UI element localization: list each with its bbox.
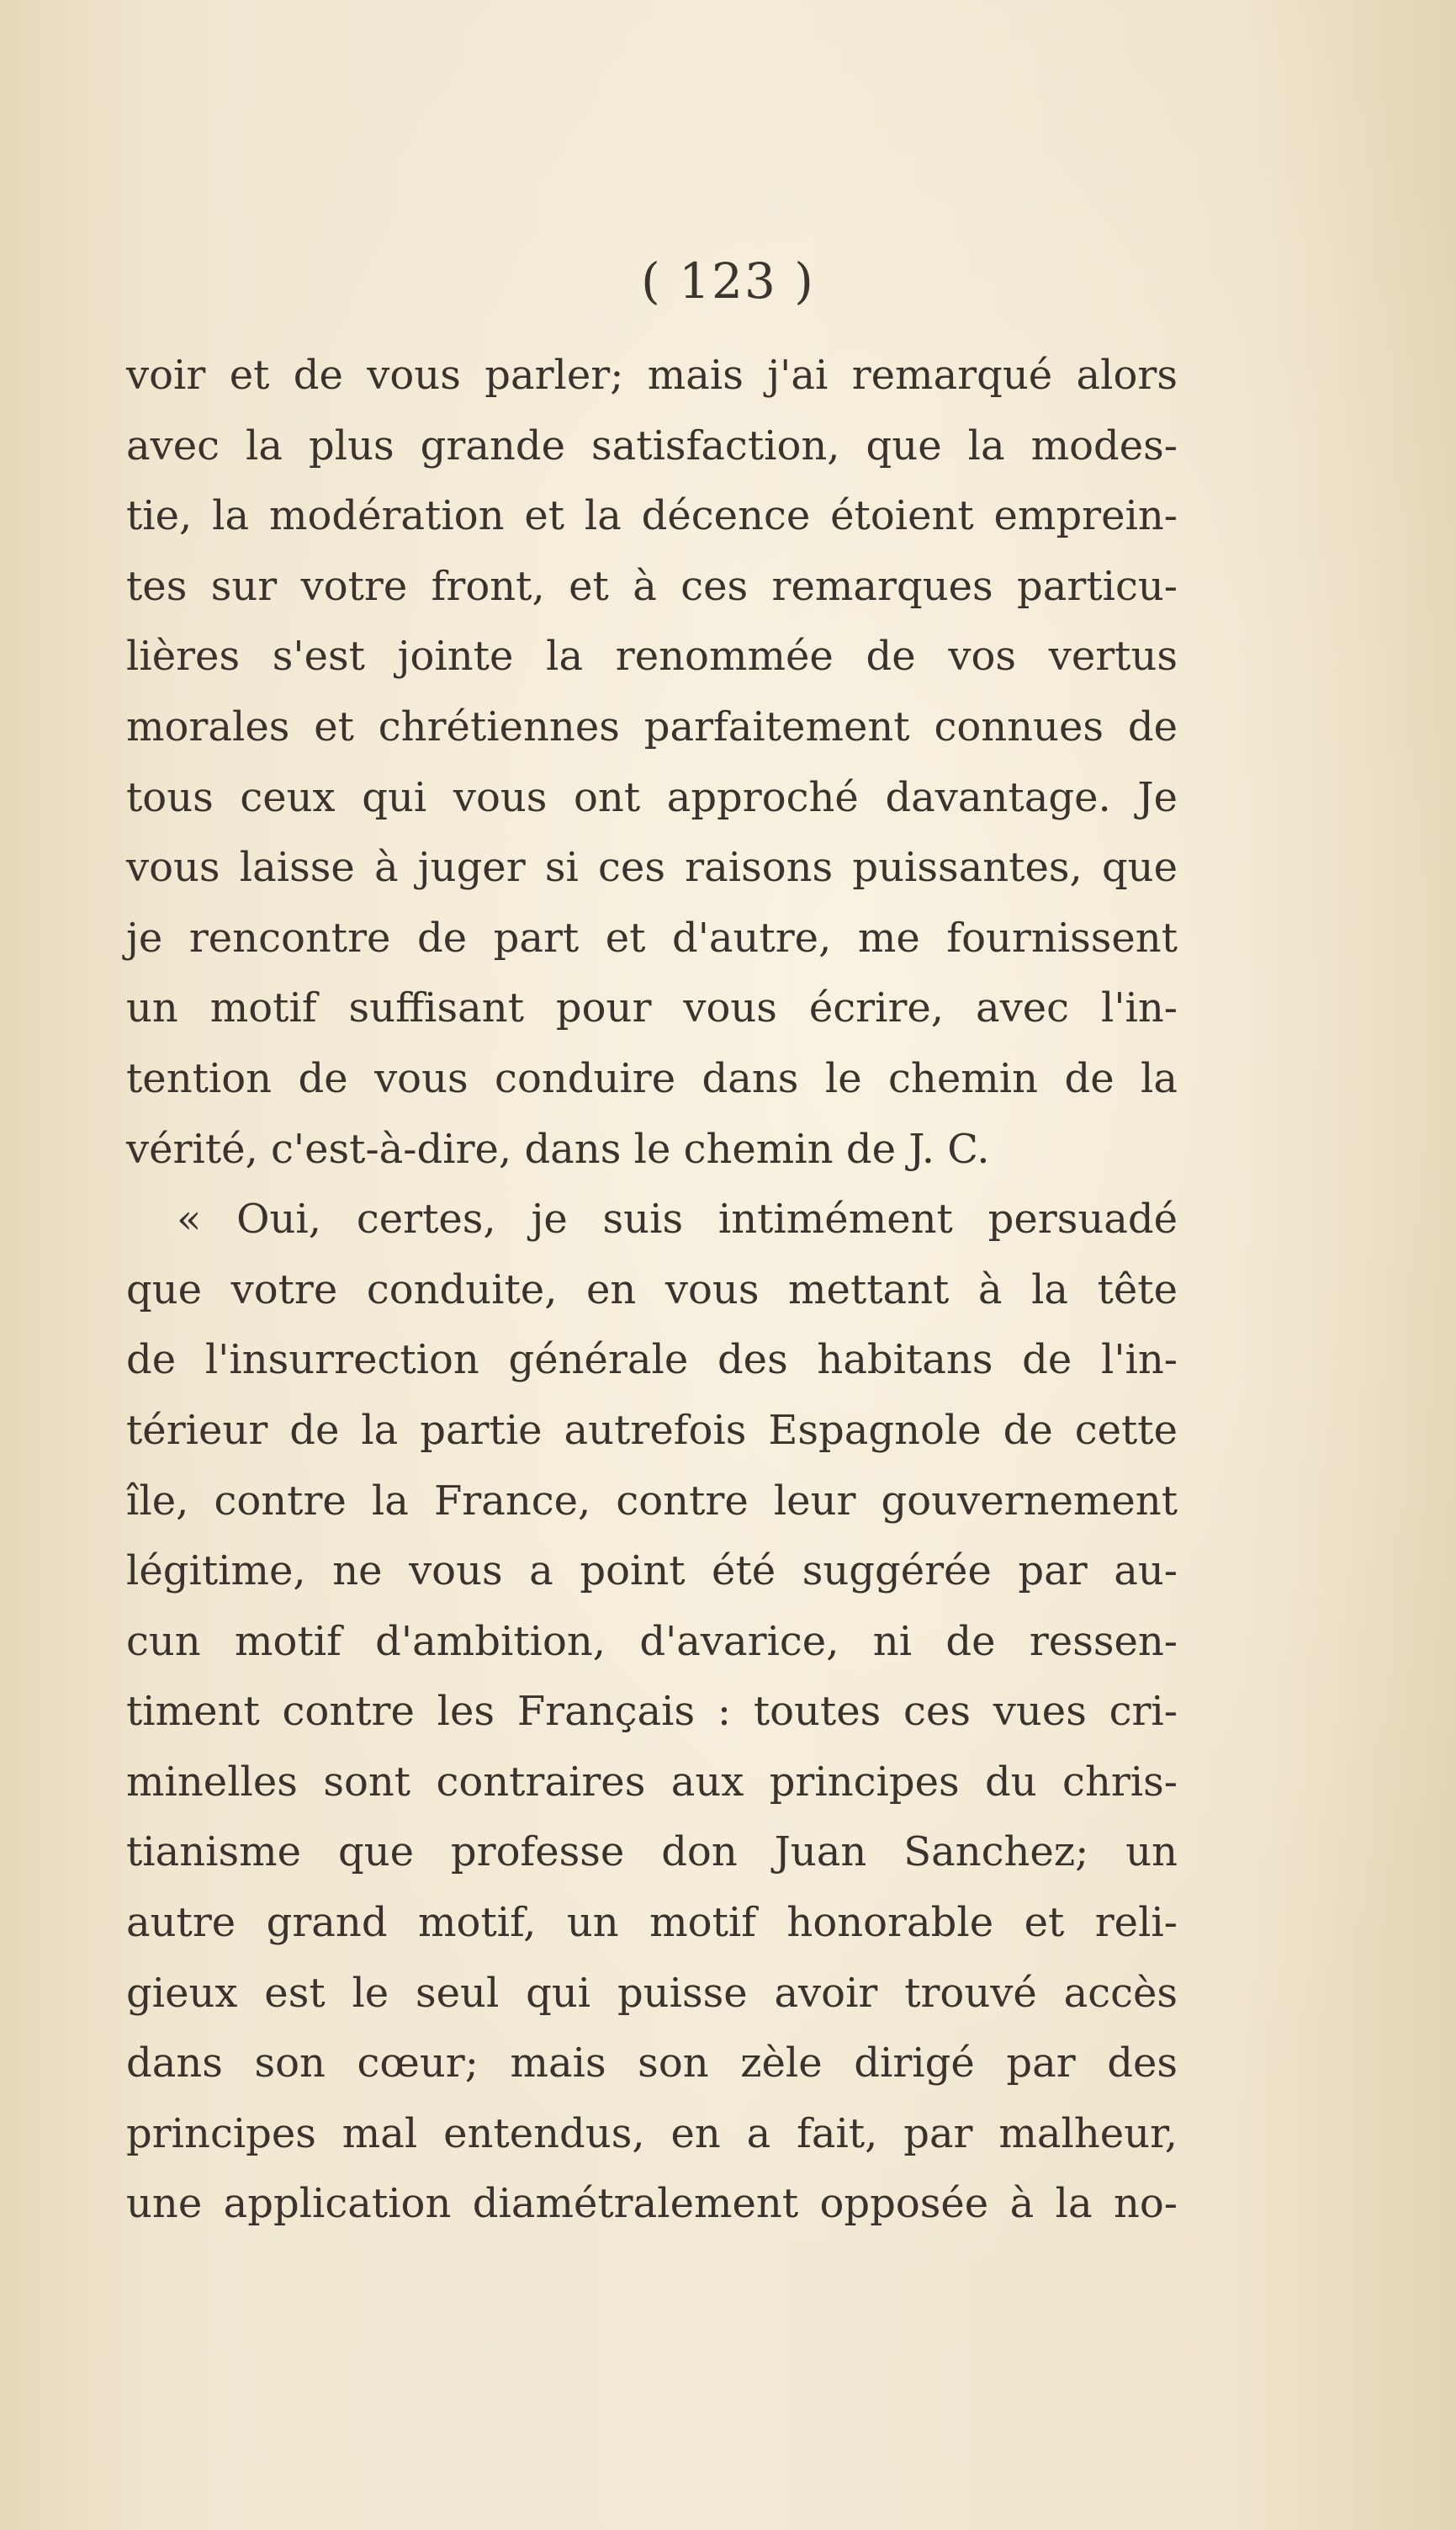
body-text bbox=[126, 341, 1178, 2240]
text-line: de l'insurrection générale des habitans de l'in- bbox=[126, 1336, 1178, 1384]
text-line: morales et chrétiennes parfaitement connues de bbox=[126, 703, 1178, 751]
text-line: tie, la modération et la décence étoient emprein- bbox=[126, 492, 1178, 540]
text-line: vous laisse à juger si ces raisons puissantes, que bbox=[126, 844, 1178, 892]
text-line: un motif suffisant pour vous écrire, avec l'in- bbox=[126, 984, 1178, 1032]
text-line: avec la plus grande satisfaction, que la modes- bbox=[126, 422, 1178, 469]
text-line: lières s'est jointe la renommée de vos vertus bbox=[126, 633, 1178, 681]
text-line: gieux est le seul qui puisse avoir trouvé accès bbox=[126, 1969, 1178, 2017]
text-line: voir et de vous parler; mais j'ai remarqué alors bbox=[126, 352, 1178, 399]
text-line: « Oui, certes, je suis intimément persuadé bbox=[177, 1196, 1178, 1244]
text-line: principes mal entendus, en a fait, par malheur, bbox=[126, 2109, 1178, 2157]
text-line: autre grand motif, un motif honorable et reli- bbox=[126, 1899, 1178, 1947]
text-line: timent contre les Français : toutes ces vues cri- bbox=[126, 1688, 1178, 1736]
text-line: vérité, c'est-à-dire, dans le chemin de J. C. bbox=[126, 1125, 990, 1173]
text-line: tianisme que professe don Juan Sanchez; un bbox=[126, 1828, 1178, 1876]
text-line: tous ceux qui vous ont approché davantage. Je bbox=[126, 773, 1178, 821]
text-line: tes sur votre front, et à ces remarques particu- bbox=[126, 562, 1178, 610]
text-line: cun motif d'ambition, d'avarice, ni de ressen- bbox=[126, 1617, 1178, 1665]
text-line: tention de vous conduire dans le chemin de la bbox=[126, 1054, 1178, 1102]
text-line: térieur de la partie autrefois Espagnole de cette bbox=[126, 1406, 1178, 1454]
text-line: que votre conduite, en vous mettant à la tête bbox=[126, 1265, 1178, 1313]
text-line: une application diamétralement opposée à la no- bbox=[126, 2180, 1178, 2228]
text-line: minelles sont contraires aux principes du chris- bbox=[126, 1758, 1178, 1806]
text-line: légitime, ne vous a point été suggérée par au- bbox=[126, 1547, 1178, 1595]
text-line: dans son cœur; mais son zèle dirigé par des bbox=[126, 2039, 1178, 2087]
text-line: île, contre la France, contre leur gouvernement bbox=[126, 1477, 1178, 1525]
page-number: ( 123 ) bbox=[641, 252, 815, 310]
text-line: je rencontre de part et d'autre, me fournissent bbox=[126, 914, 1178, 962]
